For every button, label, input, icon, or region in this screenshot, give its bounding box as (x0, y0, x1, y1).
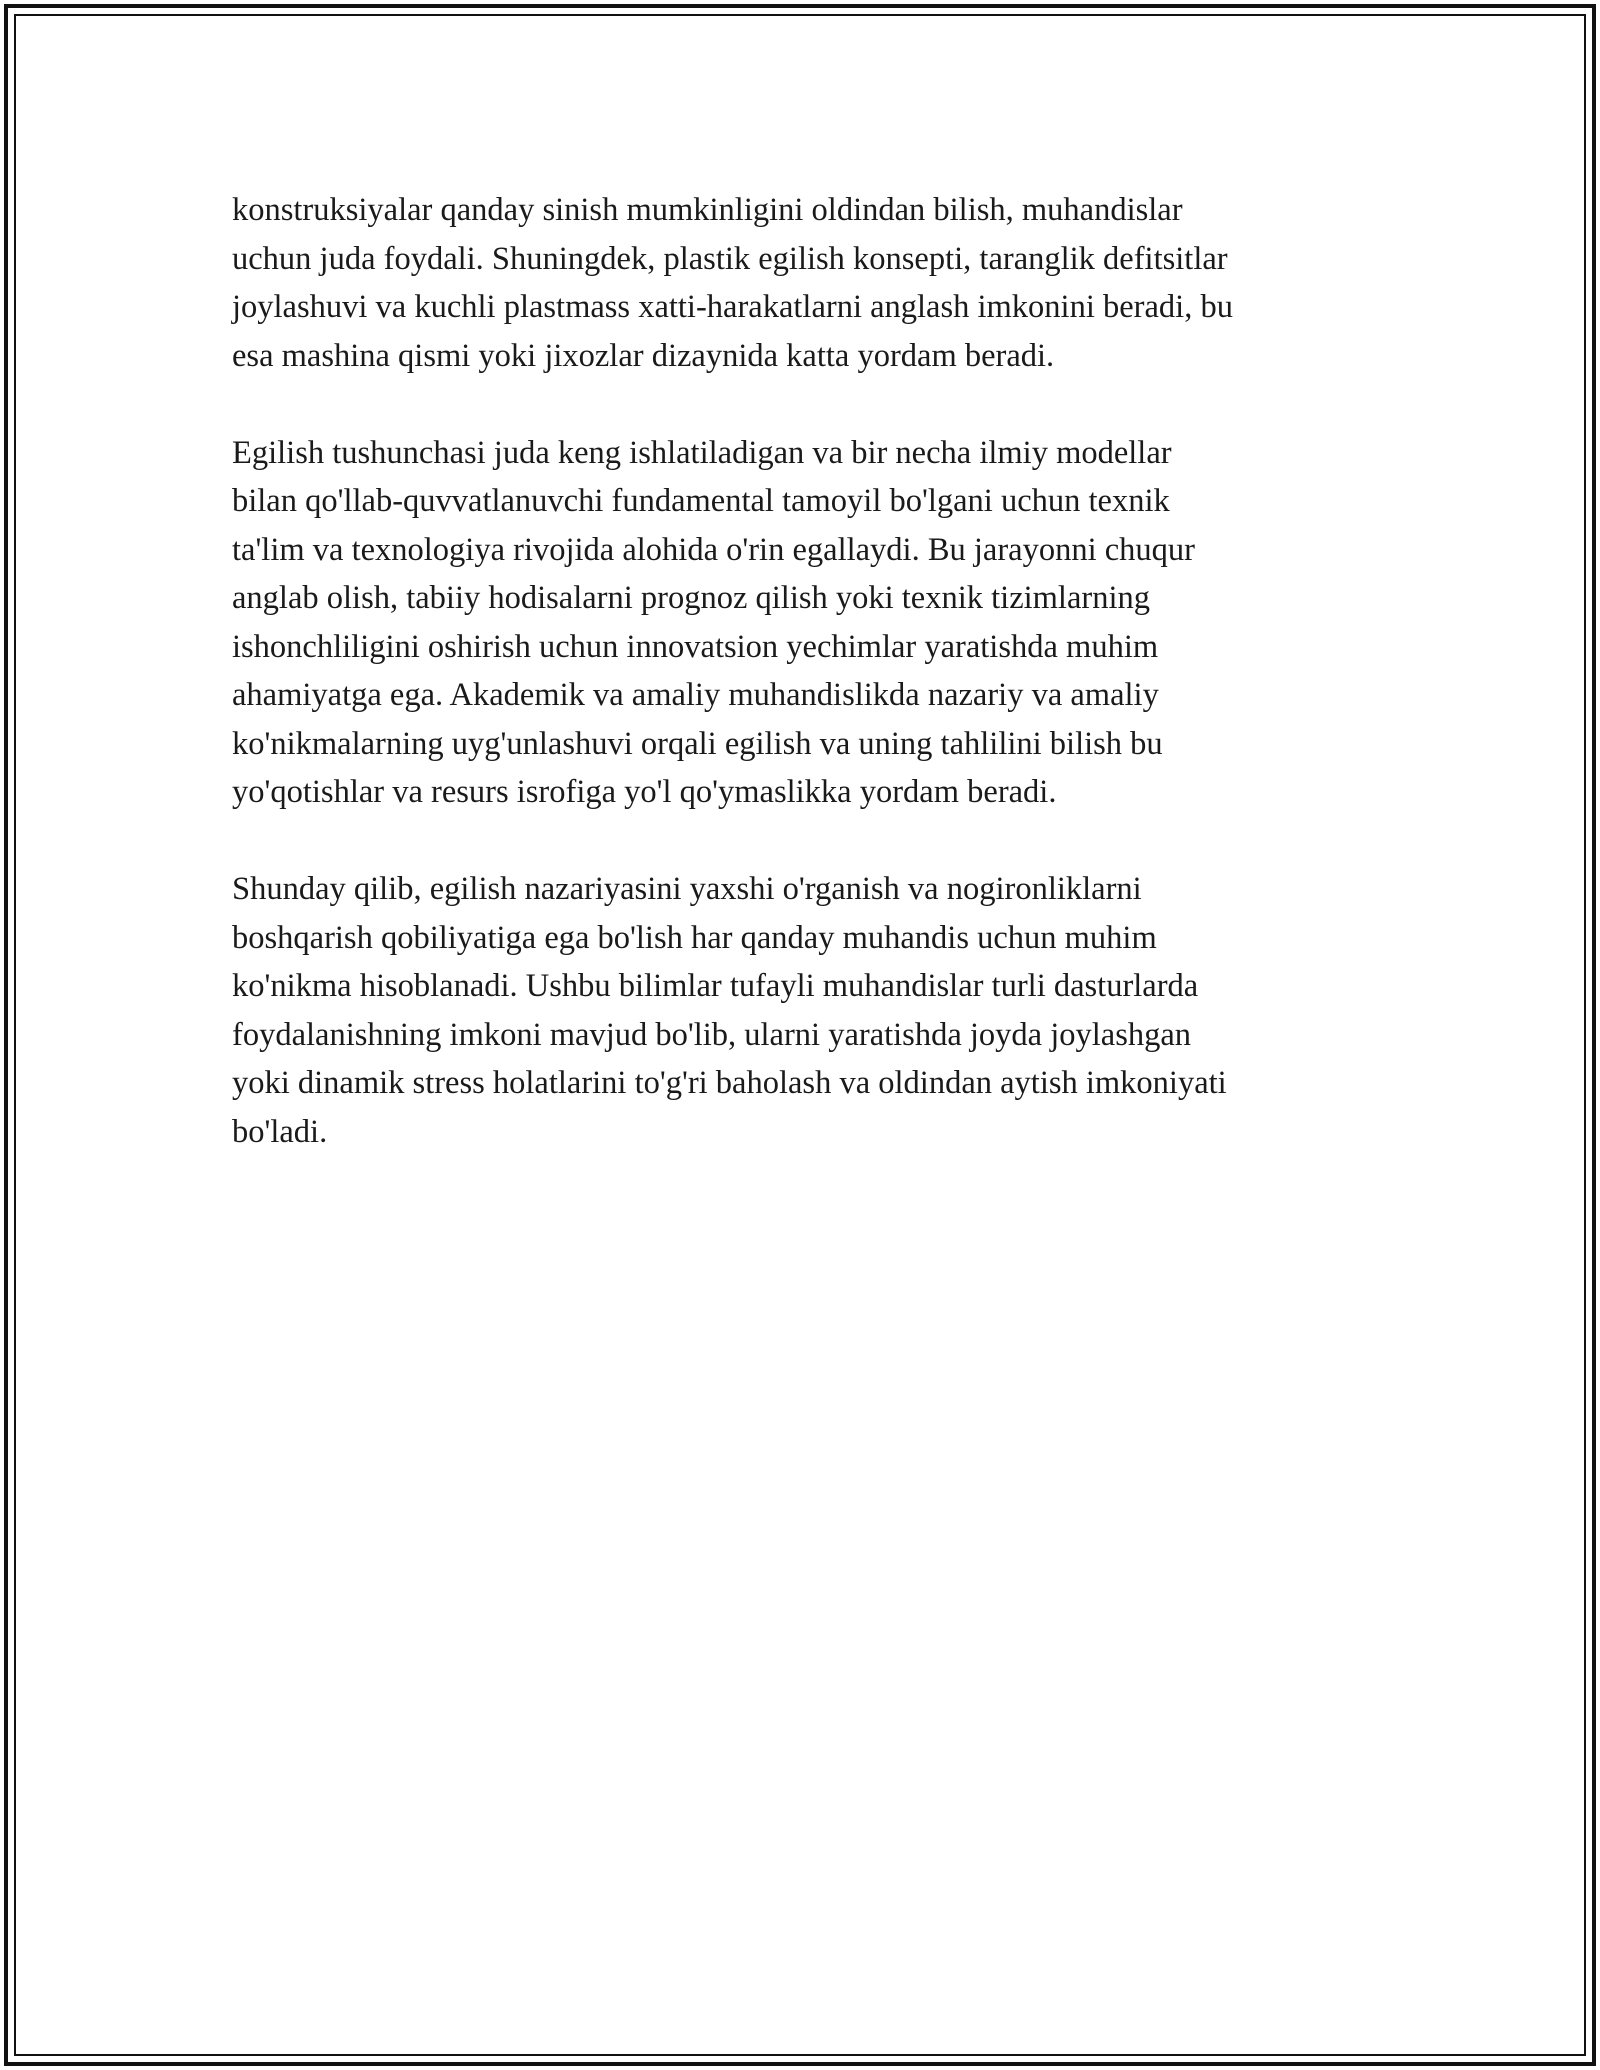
text-line: boshqarish qobiliyatiga ega bo'lish har qanday muhandis uchun muhim (232, 919, 1157, 956)
text-line: foydalanishning imkoni mavjud bo'lib, ularni yaratishda joyda joylashgan (232, 1016, 1192, 1053)
text-line: bo'ladi. (232, 1113, 328, 1150)
text-line: ta'lim va texnologiya rivojida alohida o'rin egallaydi. Bu jarayonni chuqur (232, 531, 1195, 568)
paragraph-1 (232, 186, 1382, 380)
text-line: esa mashina qismi yoki jixozlar dizaynida katta yordam beradi. (232, 337, 1055, 374)
text-line: ko'nikmalarning uyg'unlashuvi orqali egilish va uning tahlilini bilish bu (232, 725, 1163, 762)
text-line: konstruksiyalar qanday sinish mumkinligini oldindan bilish, muhandislar (232, 192, 1183, 228)
paragraph-2 (232, 429, 1382, 817)
text-line: ishonchliligini oshirish uchun innovatsion yechimlar yaratishda muhim (232, 628, 1159, 665)
text-line: bilan qo'llab-quvvatlanuvchi fundamental tamoyil bo'lgani uchun texnik (232, 483, 1170, 519)
text-line: Shunday qilib, egilish nazariyasini yaxshi o'rganish va nogironliklarni (232, 871, 1142, 907)
text-line: uchun juda foydali. Shuningdek, plastik egilish konsepti, taranglik defitsitlar (232, 240, 1228, 277)
text-line: ahamiyatga ega. Akademik va amaliy muhandislikda nazariy va amaliy (232, 677, 1159, 713)
paragraph-3 (232, 865, 1382, 1156)
document-body (232, 186, 1382, 1205)
text-line: yoki dinamik stress holatlarini to'g'ri baholash va oldindan aytish imkoniyati (232, 1065, 1227, 1101)
text-line: ko'nikma hisoblanadi. Ushbu bilimlar tufayli muhandislar turli dasturlarda (232, 968, 1199, 1004)
text-line: anglab olish, tabiiy hodisalarni prognoz qilish yoki texnik tizimlarning (232, 580, 1150, 616)
text-line: Egilish tushunchasi juda keng ishlatiladigan va bir necha ilmiy modellar (232, 434, 1172, 471)
text-line: joylashuvi va kuchli plastmass xatti-harakatlarni anglash imkonini beradi, bu (232, 289, 1233, 325)
text-line: yo'qotishlar va resurs isrofiga yo'l qo'ymaslikka yordam beradi. (232, 774, 1057, 810)
